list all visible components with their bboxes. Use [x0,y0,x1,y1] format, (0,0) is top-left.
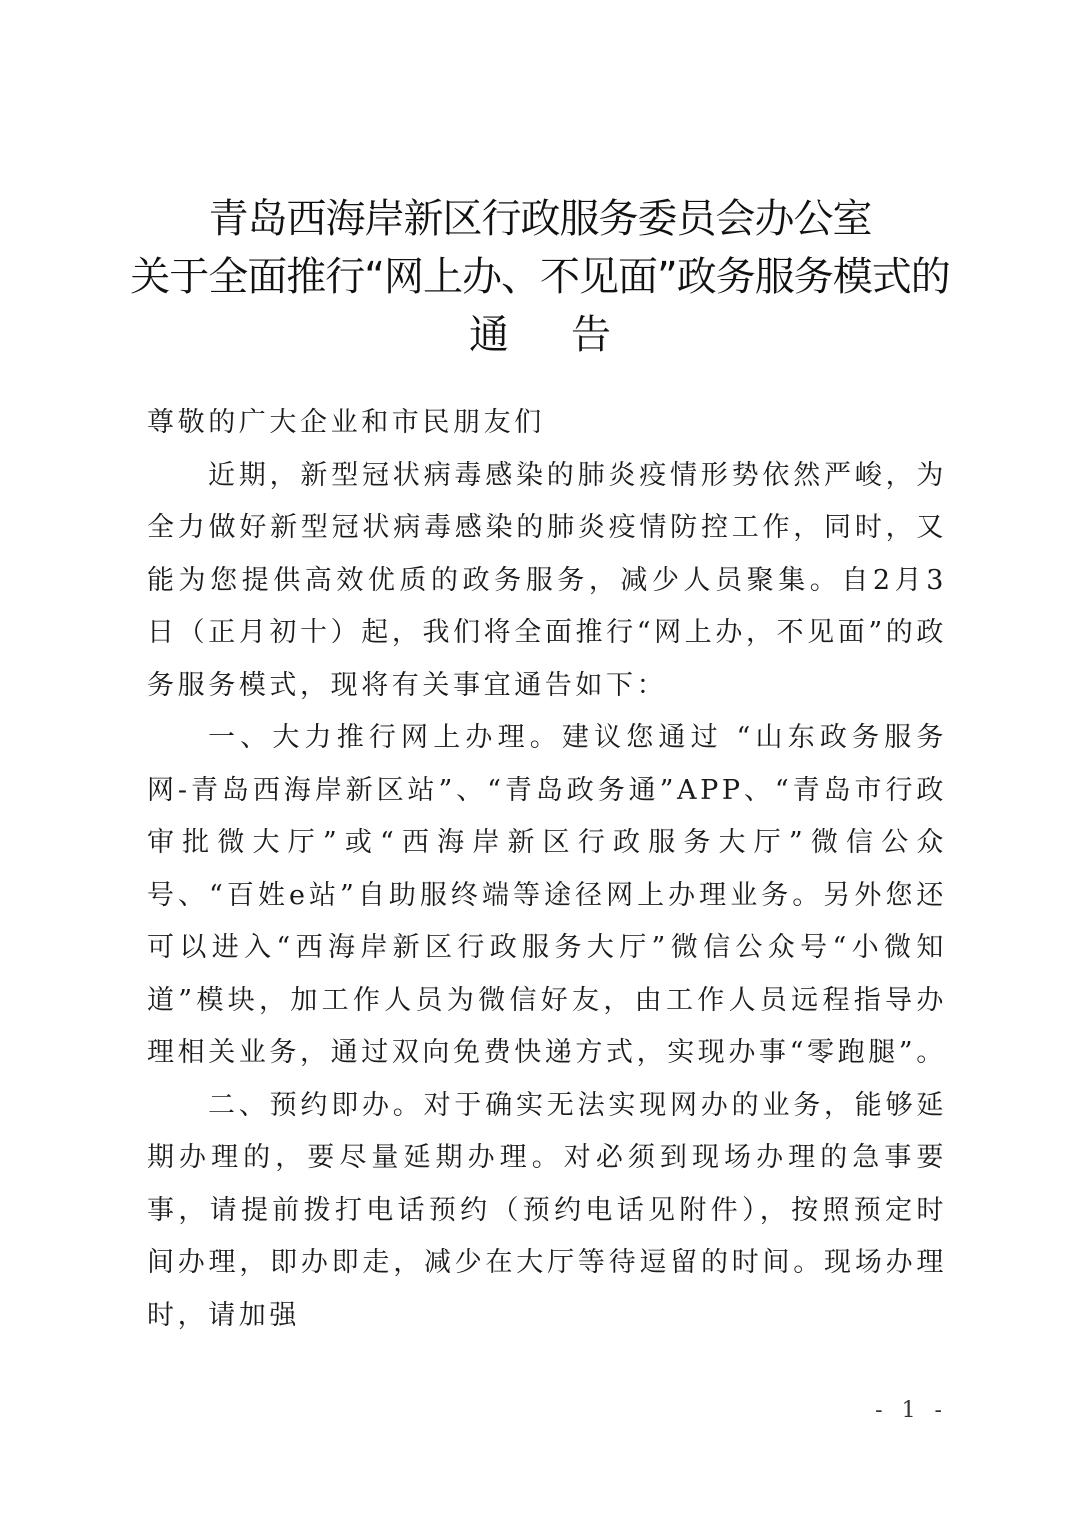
title-line-subject: 关于全面推行“网上办、不见面”政务服务模式的 [130,254,950,300]
paragraph-appointment: 二、预约即办。对于确实无法实现网办的业务，能够延期办理的，要尽量延期办理。对必须到现场办理的急事要事，请提前拨打电话预约（预约电话见附件），按照预定时间办理，即办即走，减少在大厅等待逗留的时间。现场办理时，请加强 [147,1089,947,1331]
salutation: 尊敬的广大企业和市民朋友们 [147,407,545,438]
page-number: - 1 - [875,1398,948,1423]
document-body [147,397,947,1342]
paragraph-online-handling: 一、大力推行网上办理。建议您通过 “山东政务服务网-青岛西海岸新区站”、“青岛政务通”APP、“青岛市行政审批微大厅”或“西海岸新区行政服务大厅”微信公众号、“百姓e站”自助服终端等途径网上办理业务。另外您还可以进入“西海岸新区行政服务大厅”微信公众号“小微知道”模块，加工作人员为微信好友，由工作人员远程指导办理相关业务，通过双向免费快递方式，实现办事“零跑腿”。 [147,722,947,1068]
title-line-notice: 通告 [469,312,673,358]
paragraph-intro: 近期，新型冠状病毒感染的肺炎疫情形势依然严峻，为全力做好新型冠状病毒感染的肺炎疫情防控工作，同时，又能为您提供高效优质的政务服务，减少人员聚集。自2月3日（正月初十）起，我们将全面推行“网上办，不见面”的政务服务模式，现将有关事宜通告如下： [147,459,947,701]
document-title [0,190,1080,364]
title-line-issuer: 青岛西海岸新区行政服务委员会办公室 [208,196,872,242]
